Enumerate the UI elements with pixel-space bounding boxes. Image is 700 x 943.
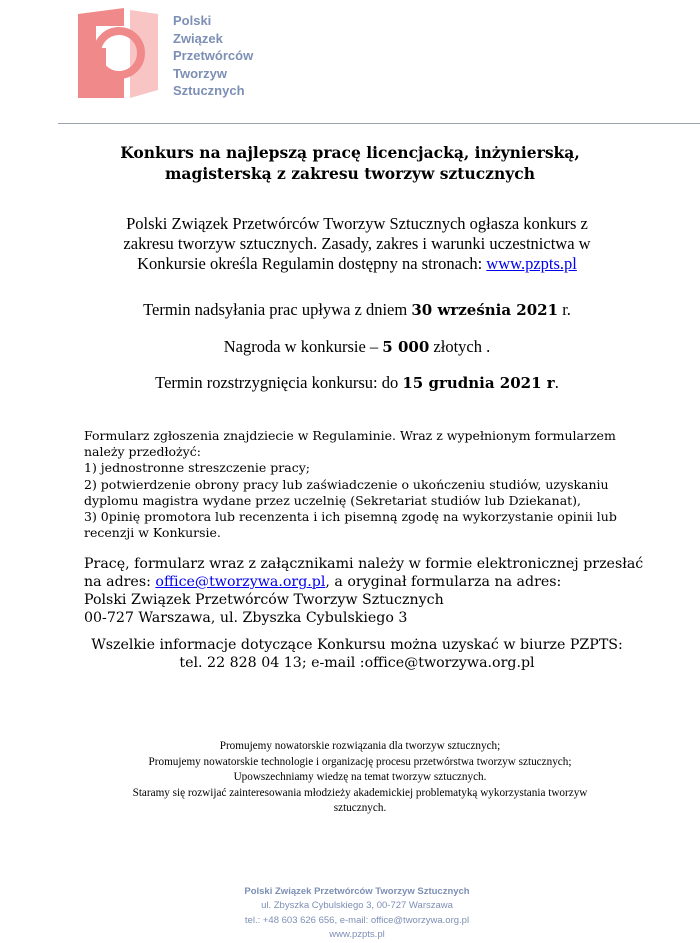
mission-statement bbox=[84, 739, 636, 817]
mission-line: Promujemy nowatorskie technologie i organizację procesu przetwórstwa tworzyw sztucznych; bbox=[148, 755, 572, 768]
deadline-suffix: r. bbox=[558, 300, 571, 319]
logo-wordmark bbox=[173, 12, 253, 100]
postal-address: 00-727 Warszawa, ul. Zbyszka Cybulskiego 3 bbox=[84, 610, 408, 626]
form-line: 3) 0pinię promotora lub recenzenta i ich pisemną zgodę na wykorzystanie opinii lub bbox=[84, 509, 617, 525]
logo-line: Związek bbox=[173, 30, 223, 46]
form-requirements bbox=[84, 428, 617, 541]
info-line: Wszelkie informacje dotyczące Konkursu można uzyskać w biurze PZPTS: bbox=[91, 637, 623, 653]
prize-suffix: złotych . bbox=[429, 337, 491, 356]
form-line: Formularz zgłoszenia znajdziecie w Regulaminie. Wraz z wypełnionym formularzem bbox=[84, 428, 616, 443]
intro-paragraph bbox=[0, 214, 700, 274]
logo-line: Przetwórców bbox=[173, 48, 254, 63]
document-title bbox=[0, 142, 700, 184]
email-link[interactable]: office@tworzywa.org.pl bbox=[155, 574, 326, 590]
send-suffix: , a oryginał formularza na adres: bbox=[325, 574, 562, 590]
deadline-date: 30 września 2021 bbox=[411, 301, 559, 319]
title-line: Konkurs na najlepszą pracę licencjacką, inżynierską, bbox=[120, 143, 580, 162]
footer-org: Polski Związek Przetwórców Tworzyw Sztucznych bbox=[244, 886, 470, 897]
contact-info bbox=[0, 636, 700, 672]
footer-contact: tel.: +48 603 626 656, e-mail: office@tworzywa.org.pl bbox=[244, 914, 470, 926]
send-line bbox=[84, 573, 643, 591]
form-line: 1) jednostronne streszczenie pracy; bbox=[84, 460, 310, 476]
send-line: Pracę, formularz wraz z załącznikami należy w formie elektronicznej przesłać bbox=[84, 556, 644, 572]
resolution-line bbox=[0, 373, 700, 393]
logo-line: Tworzyw bbox=[173, 65, 227, 81]
footer-address: ul. Zbyszka Cybulskiego 3, 00-727 Warszawa bbox=[261, 900, 453, 912]
prize-prefix: Nagroda w konkursie – bbox=[223, 337, 383, 356]
mission-line: sztucznych. bbox=[333, 802, 387, 814]
prize-line bbox=[0, 337, 700, 357]
logo-line: Sztucznych bbox=[173, 83, 245, 98]
form-line: dyplomu magistra wydane przez uczelnię (Sekretariat studiów lub Dziekanat), bbox=[84, 492, 582, 508]
resolution-date: 15 grudnia 2021 r bbox=[402, 374, 555, 392]
pzpts-logo-icon bbox=[72, 6, 162, 100]
header-divider bbox=[58, 123, 700, 124]
page-footer bbox=[0, 885, 700, 942]
resolution-prefix: Termin rozstrzygnięcia konkursu: do bbox=[155, 373, 403, 392]
deadline-prefix: Termin nadsyłania prac upływa z dniem bbox=[143, 300, 412, 319]
deadline-line bbox=[0, 300, 700, 320]
postal-org: Polski Związek Przetwórców Tworzyw Sztucznych bbox=[84, 592, 444, 608]
logo-line: Polski bbox=[173, 13, 212, 28]
resolution-suffix: . bbox=[554, 373, 559, 392]
mission-line: Staramy się rozwijać zainteresowania młodzieży akademickiej problematyką wykorzystania tworzyw bbox=[132, 786, 588, 799]
send-prefix: na adres: bbox=[84, 574, 156, 590]
title-line: magisterską z zakresu tworzyw sztucznych bbox=[165, 164, 535, 183]
form-line: 2) potwierdzenie obrony pracy lub zaświadczenie o ukończeniu studiów, uzyskaniu bbox=[84, 476, 609, 492]
website-link[interactable]: www.pzpts.pl bbox=[486, 254, 577, 273]
intro-line: zakresu tworzyw sztucznych. Zasady, zakres i warunki uczestnictwa w bbox=[123, 234, 591, 253]
intro-line bbox=[0, 254, 700, 274]
mission-line: Upowszechniamy wiedzę na temat tworzyw sztucznych. bbox=[233, 771, 487, 783]
mission-line: Promujemy nowatorskie rozwiązania dla tworzyw sztucznych; bbox=[219, 740, 501, 752]
intro-line: Polski Związek Przetwórców Tworzyw Sztucznych ogłasza konkurs z bbox=[126, 214, 588, 233]
info-line: tel. 22 828 04 13; e-mail :office@tworzywa.org.pl bbox=[179, 655, 535, 671]
intro-line-text: Konkursie określa Regulamin dostępny na stronach: bbox=[137, 254, 487, 273]
submission-instructions bbox=[84, 555, 643, 627]
form-line: należy przedłożyć: bbox=[84, 444, 201, 460]
footer-website[interactable]: www.pzpts.pl bbox=[329, 928, 385, 940]
prize-amount: 5 000 bbox=[382, 338, 430, 356]
form-line: recenzji w Konkursie. bbox=[84, 525, 221, 541]
